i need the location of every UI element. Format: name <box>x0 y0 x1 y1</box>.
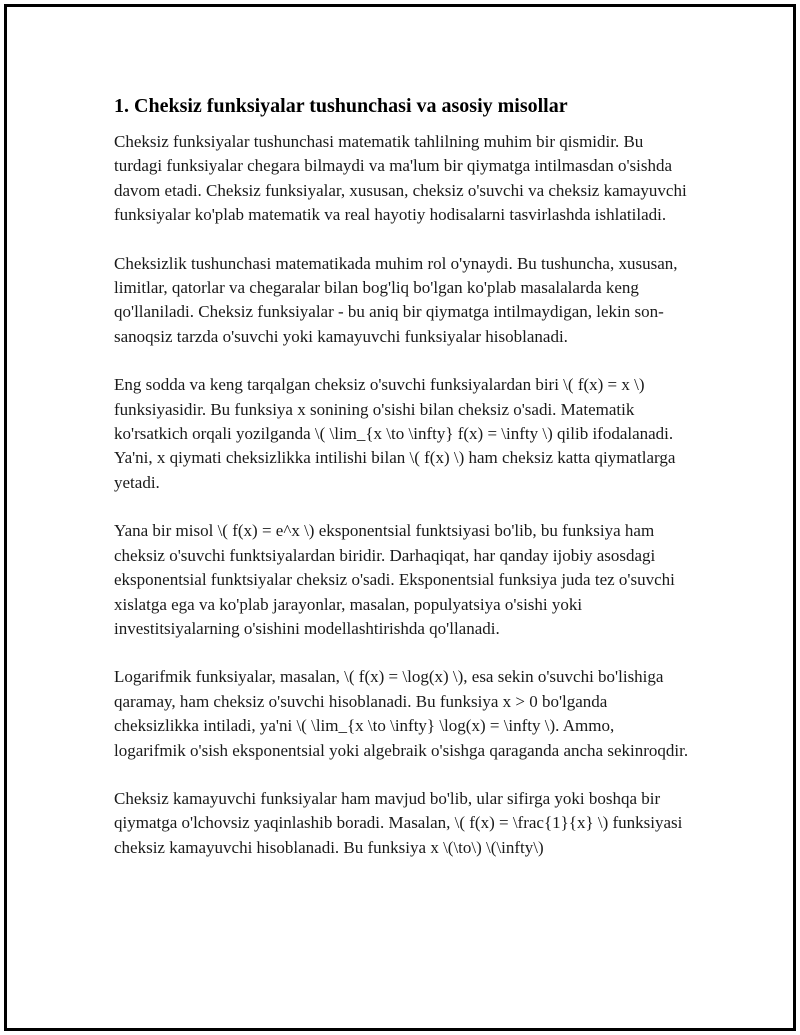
paragraph-linear-example: Eng sodda va keng tarqalgan cheksiz o'suvchi funksiyalardan biri \( f(x) = x \) funksiyasidir. Bu funksiya x sonining o'sishi bilan cheksiz o'sadi. Matematik ko'rsatkich orqali yozilganda \( \lim_{x \to \infty} f(x) = \infty \) qilib ifodalanadi. Ya'ni, x qiymati cheksizlikka intilishi bilan \( f(x) \) ham cheksiz katta qiymatlarga yetadi. <box>114 375 676 492</box>
paragraph-exponential-example: Yana bir misol \( f(x) = e^x \) eksponentsial funktsiyasi bo'lib, bu funksiya ham cheksiz o'suvchi funktsiyalardan biridir. Darhaqiqat, har qanday ijobiy asosdagi eksponentsial funktsiyalar cheksiz o'sadi. Eksponentsial funksiya juda tez o'suvchi xislatga ega va ko'plab jarayonlar, masalan, populyatsiya o'sishi yoki investitsiyalarning o'sishini modellashtirishda qo'llanadi. <box>114 521 675 638</box>
paragraph-intro: Cheksiz funksiyalar tushunchasi matematik tahlilning muhim bir qismidir. Bu turdagi funksiyalar chegara bilmaydi va ma'lum bir qiymatga intilmasdan o'sishda davom etadi. Cheksiz funksiyalar, xususan, cheksiz o'suvchi va cheksiz kamayuvchi funksiyalar ko'plab matematik va real hayotiy hodisalarni tasvirlashda ishlatiladi. <box>114 132 687 225</box>
section-heading: 1. Cheksiz funksiyalar tushunchasi va asosiy misollar <box>114 95 568 117</box>
paragraph-infinity-concept: Cheksizlik tushunchasi matematikada muhim rol o'ynaydi. Bu tushuncha, xususan, limitlar, qatorlar va chegaralar bilan bog'liq bo'lgan ko'plab masalalarda keng qo'llaniladi. Cheksiz funksiyalar - bu aniq bir qiymatga intilmaydigan, lekin son-sanoqsiz tarzda o'suvchi yoki kamayuvchi funksiyalar hisoblanadi. <box>114 253 678 346</box>
document-body <box>114 92 690 884</box>
paragraph-logarithmic-example: Logarifmik funksiyalar, masalan, \( f(x) = \log(x) \), esa sekin o'suvchi bo'lishiga qaramay, ham cheksiz o'suvchi hisoblanadi. Bu funksiya x > 0 bo'lganda cheksizlikka intiladi, ya'ni \( \lim_{x \to \infty} \log(x) = \infty \). Ammo, logarifmik o'sish eksponentsial yoki algebraik o'sishga qaraganda ancha sekinroqdir. <box>114 667 689 760</box>
paragraph-decreasing-functions: Cheksiz kamayuvchi funksiyalar ham mavjud bo'lib, ular sifirga yoki boshqa bir qiymatga o'lchovsiz yaqinlashib boradi. Masalan, \( f(x) = \frac{1}{x} \) funksiyasi cheksiz kamayuvchi hisoblanadi. Bu funksiya x \(\to\) \(\infty\) <box>114 788 683 857</box>
